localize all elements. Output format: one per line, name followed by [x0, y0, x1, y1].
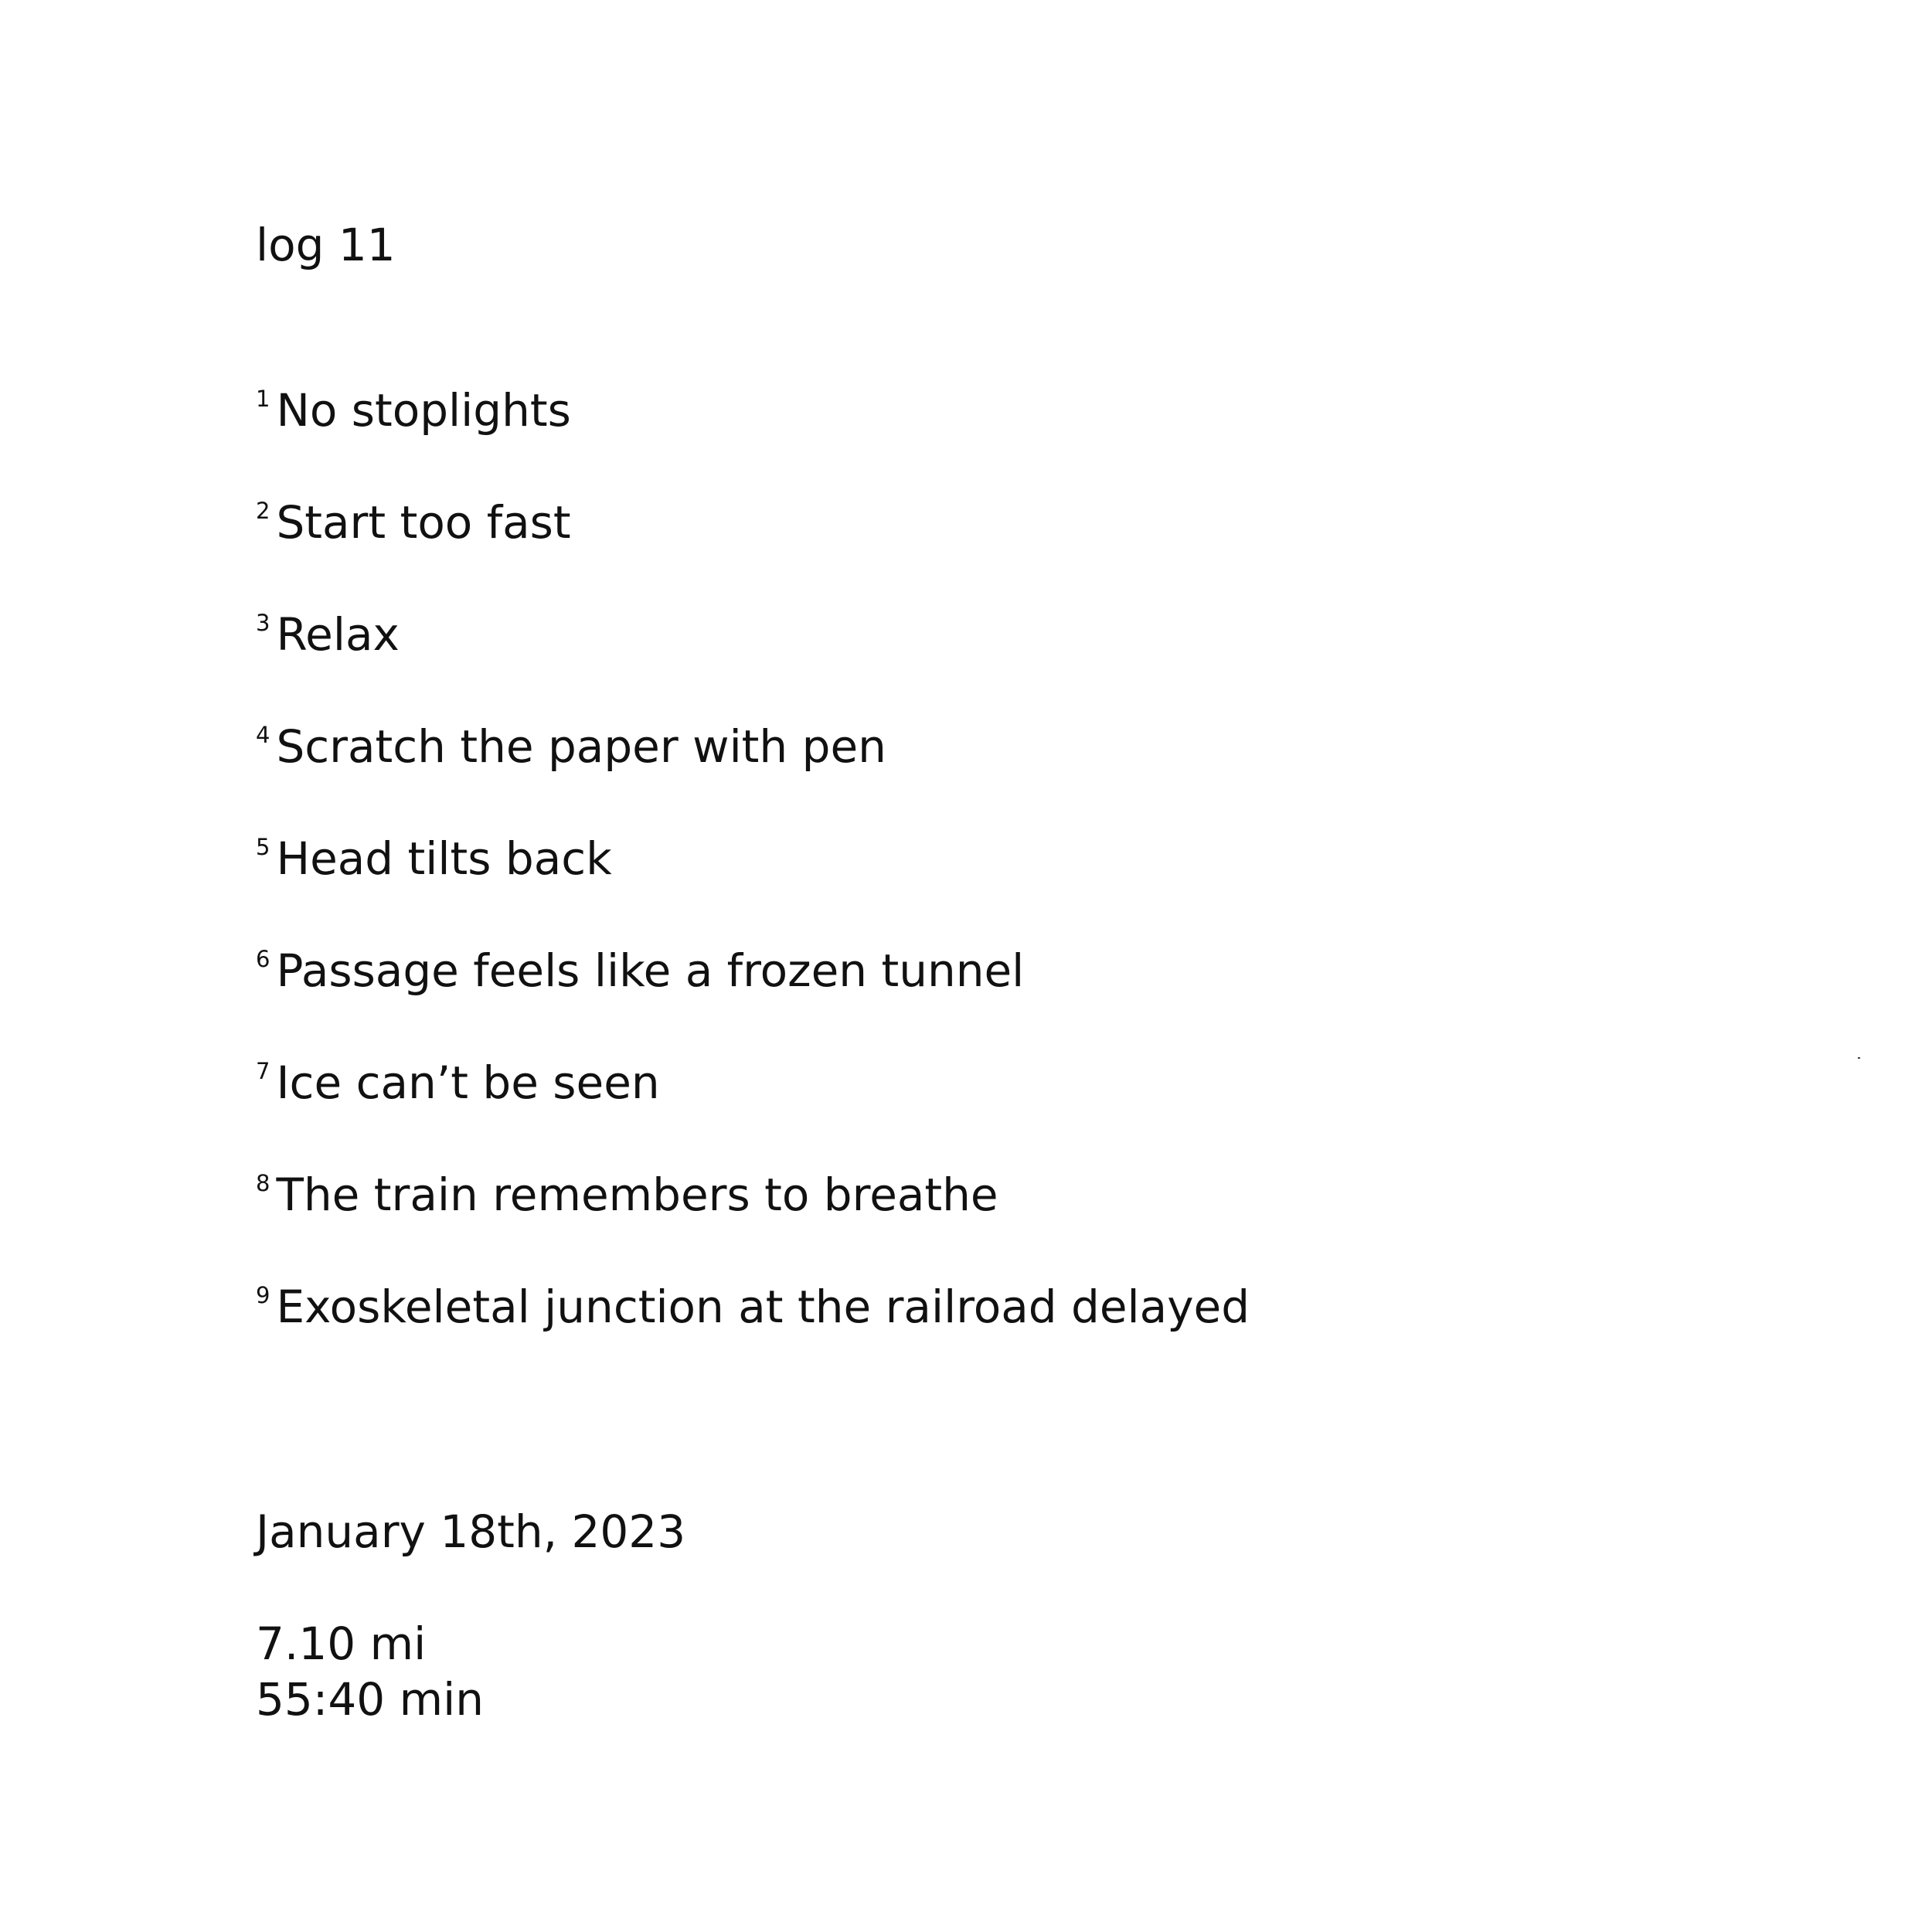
log-distance: 7.10 mi [256, 1617, 427, 1670]
log-line [256, 383, 571, 437]
line-text: Passage feels like a frozen tunnel [276, 944, 1025, 997]
line-text: Scratch the paper with pen [276, 720, 886, 773]
line-number: 1 [256, 386, 270, 412]
log-line [256, 719, 886, 774]
line-number: 6 [256, 946, 270, 972]
log-line [256, 832, 612, 886]
line-text: Relax [276, 608, 400, 661]
line-number: 5 [256, 834, 270, 860]
line-number: 4 [256, 722, 270, 748]
line-number: 7 [256, 1058, 270, 1084]
line-text: Exoskeletal junction at the railroad delayed [276, 1281, 1250, 1333]
log-line [256, 1280, 1250, 1334]
line-text: Start too fast [276, 496, 571, 549]
line-number: 9 [256, 1282, 270, 1308]
log-date: January 18th, 2023 [256, 1505, 686, 1558]
line-number: 2 [256, 498, 270, 524]
line-text: Ice can’t be seen [276, 1056, 660, 1109]
line-number: 3 [256, 610, 270, 636]
log-line [256, 1168, 998, 1222]
line-text: The train remembers to breathe [276, 1168, 998, 1221]
log-title: log 11 [256, 219, 396, 271]
log-line [256, 1056, 660, 1110]
line-number: 8 [256, 1170, 270, 1196]
line-text: No stoplights [276, 384, 571, 437]
stray-mark [1858, 1057, 1860, 1059]
log-line [256, 944, 1024, 998]
log-line [256, 495, 571, 549]
log-line [256, 607, 400, 662]
line-text: Head tilts back [276, 832, 612, 885]
log-duration: 55:40 min [256, 1673, 484, 1726]
numbered-lines [256, 0, 1801, 1932]
